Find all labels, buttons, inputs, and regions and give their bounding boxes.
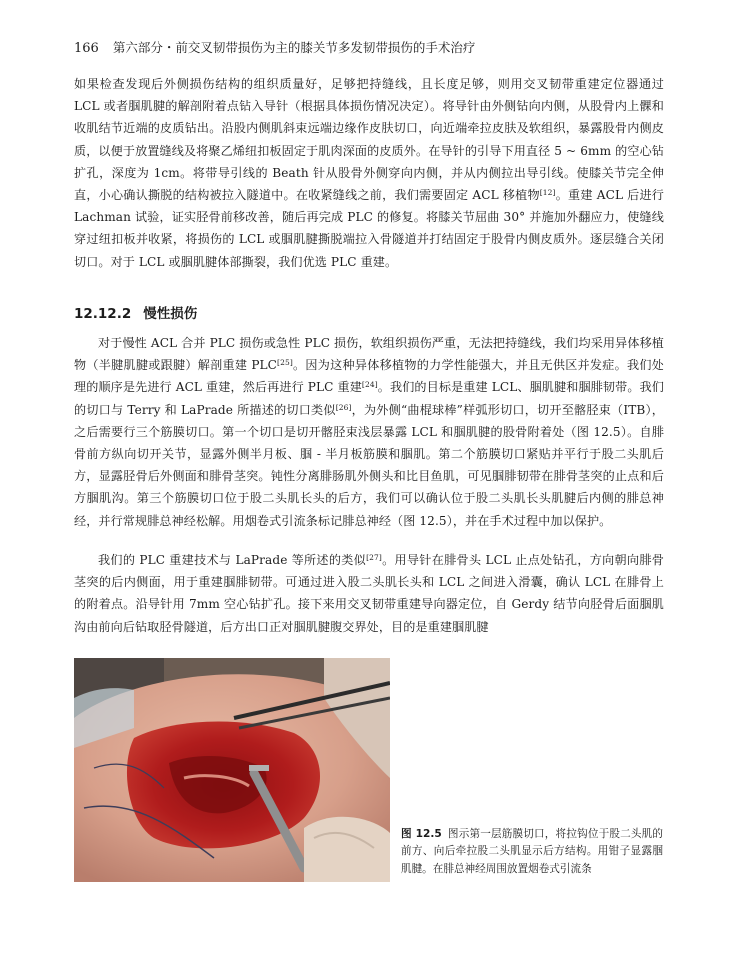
citation-ref: [25] [277,358,293,368]
page-number: 166 [74,41,99,56]
citation-ref: [12] [539,188,556,198]
section-heading [74,302,197,322]
citation-ref: [24] [361,380,378,390]
running-title: 第六部分・前交叉韧带损伤为主的膝关节多发韧带损伤的手术治疗 [112,40,476,55]
section-title: 慢性损伤 [143,306,198,322]
citation-ref: [26] [335,402,352,412]
figure-label: 图 12.5 [401,828,442,840]
figure-caption-text: 图示第一层筋膜切口，将拉钩位于股二头肌的前方、向后牵拉股二头肌显示后方结构。用钳子显露腘肌腱。在腓总神经周围放置烟卷式引流条 [401,828,664,875]
paragraph-acute-repair: 如果检查发现后外侧损伤结构的组织质量好，足够把持缝线，且长度足够，则用交叉韧带重建定位器通过 LCL 或者腘肌腱的解剖附着点钻入导针（根据具体损伤情况决定）。将导针由外侧钻向内侧，从股骨内上髁和收肌结节近端的皮质钻出。沿股内侧肌斜束远端边缘作皮肤切口，向近端牵拉皮肤及软组织，暴露股骨内侧皮质，以便于放置缝线及将聚乙烯纽扣板固定于肌肉深面的皮质外。在导针的引导下用直径 5 ~ 6mm 的空心钻扩孔，深度为 1cm。将带导引线的 Beath 针从股骨外侧穿向内侧，并从内侧拉出导引线。使膝关节完全伸直，小心确认撕脱的结构被拉入隧道中。在收紧缝线之前，我们需要固定 ACL 移植物[12]。重建 ACL 后进行 Lachman 试验，证实胫骨前移改善，随后再完成 PLC 的修复。将膝关节屈曲 30° 并施加外翻应力，使缝线穿过纽扣板并收紧，将损伤的 LCL 或腘肌腱撕脱端拉入骨隧道并打结固定于股骨内侧皮质外。逐层缝合关闭切口。对于 LCL 或腘肌腱体部撕裂，我们优选 PLC 重建。 [74,77,664,269]
paragraph-plc-technique: 我们的 PLC 重建技术与 LaPrade 等所述的类似[27]。用导针在腓骨头 LCL 止点处钻孔，方向朝向腓骨茎突的后内侧面，用于重建腘腓韧带。可通过进入股二头肌长头和 LCL 之间进入滑囊，确认 LCL 在腓骨上的附着点。沿导针用 7mm 空心钻扩孔。接下来用交叉韧带重建导向器定位，自 Gerdy 结节向胫骨后面腘肌沟由前向后钻取胫骨隧道，后方出口正对腘肌腱腹交界处，目的是重建腘肌腱 [74,553,664,634]
paragraph-chronic-injury: 对于慢性 ACL 合并 PLC 损伤或急性 PLC 损伤，软组织损伤严重，无法把持缝线，我们均采用异体移植物（半腱肌腱或跟腱）解剖重建 PLC[25]。因为这种异体移植物的力学性能强大，并且无供区并发症。我们处理的顺序是先进行 ACL 重建，然后再进行 PLC 重建[24]。我们的目标是重建 LCL、腘肌腱和腘腓韧带。我们的切口与 Terry 和 LaPrade 所描述的切口类似[26]，为外侧“曲棍球棒”样弧形切口，切开至髂胫束（ITB），之后需要行三个筋膜切口。第一个切口是切开髂胫束浅层暴露 LCL 和腘肌腱的股骨附着处（图 12.5）。自腓骨前方纵向切开关节，显露外侧半月板、腘 - 半月板筋膜和腘肌。第二个筋膜切口紧贴并平行于股二头肌后方，显露胫骨后外侧面和腓骨茎突。钝性分离腓肠肌外侧头和比目鱼肌，可见腘腓韧带在腓骨茎突的止点和后方腘肌沟。第三个筋膜切口位于股二头肌长头的后方，我们可以确认位于股二头肌长头肌腱后内侧的腓总神经，并行常规腓总神经松解。用烟卷式引流条标记腓总神经（图 12.5），并在手术过程中加以保护。 [74,336,664,528]
surgical-photo [74,658,390,882]
citation-ref: [27] [366,553,382,562]
figure-caption [401,826,663,878]
page-header [74,37,674,59]
section-number: 12.12.2 [74,306,132,322]
